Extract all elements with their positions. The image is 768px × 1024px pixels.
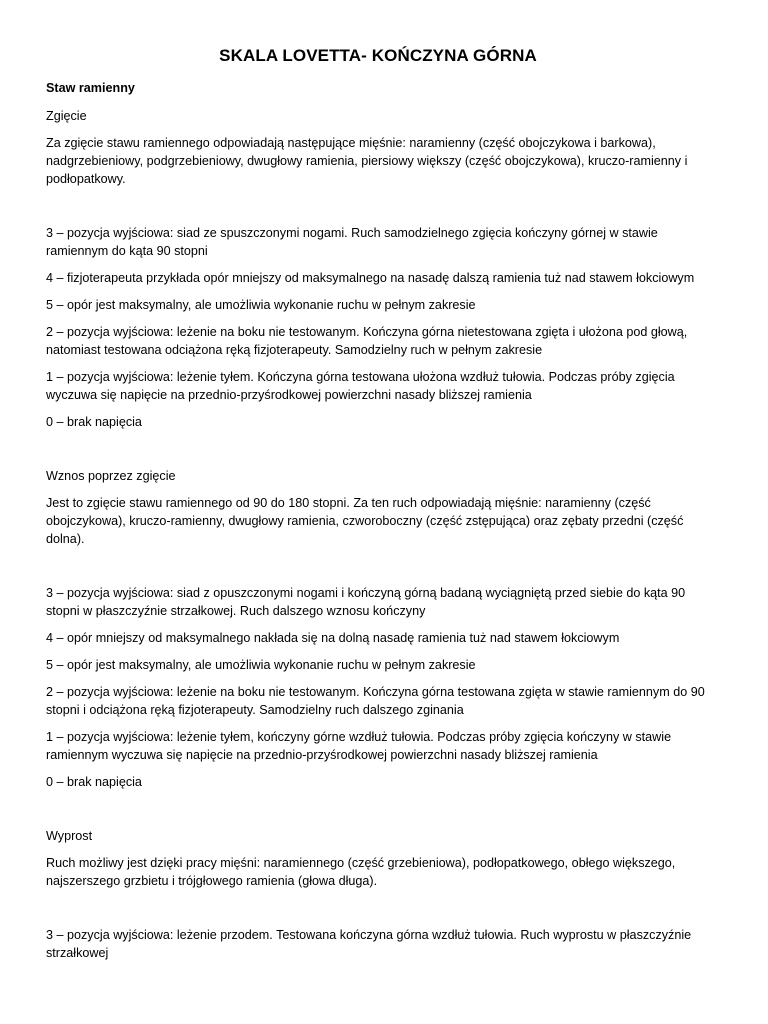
extension-label: Wyprost [46, 829, 93, 843]
flexion-grade-0: 0 – brak napięcia [46, 415, 142, 429]
elevation-label: Wznos poprzez zgięcie [46, 469, 176, 483]
flexion-grade-3: 3 – pozycja wyjściowa: siad ze spuszczonymi nogami. Ruch samodzielnego zgięcia kończyny górnej w stawie ramiennym do kąta 90 stopni [46, 226, 658, 258]
extension-grade-3: 3 – pozycja wyjściowa: leżenie przodem. Testowana kończyna górna wzdłuż tułowia. Ruch wyprostu w płaszczyźnie strzałkowej [46, 928, 692, 960]
extension-intro: Ruch możliwy jest dzięki pracy mięśni: naramiennego (część grzebieniowa), podłopatkowego, obłego większego, najszerszego grzbietu i trójgłowego ramienia (głowa długa). [46, 856, 676, 888]
flexion-grade-5: 5 – opór jest maksymalny, ale umożliwia wykonanie ruchu w pełnym zakresie [46, 298, 476, 312]
flexion-grade-2: 2 – pozycja wyjściowa: leżenie na boku nie testowanym. Kończyna górna nietestowana zgięta i ułożona pod głową, natomiast testowana odciążona ręką fizjoterapeuty. Samodzielny ruch w pełnym zakresie [46, 325, 688, 357]
elevation-intro: Jest to zgięcie stawu ramiennego od 90 do 180 stopni. Za ten ruch odpowiadają mięśnie: naramienny (część obojczykowa), kruczo-ramienny, dwugłowy ramienia, czworoboczny (część zstępująca) oraz zębaty przedni (część dolna). [46, 496, 684, 546]
flexion-grade-1: 1 – pozycja wyjściowa: leżenie tyłem. Kończyna górna testowana ułożona wzdłuż tułowia. Podczas próby zgięcia wyczuwa się napięcie na przednio-przyśrodkowej powierzchni nasady bliższej ramienia [46, 370, 675, 402]
flexion-intro: Za zgięcie stawu ramiennego odpowiadają następujące mięśnie: naramienny (część obojczykowa i barkowa), nadgrzebieniowy, podgrzebieniowy, dwugłowy ramienia, piersiowy większy (część obojczykowa), kruczo-ramienny i podłopatkowy. [46, 136, 688, 186]
elevation-grade-0: 0 – brak napięcia [46, 775, 142, 789]
flexion-grade-4: 4 – fizjoterapeuta przykłada opór mniejszy od maksymalnego na nasadę dalszą ramienia tuż nad stawem łokciowym [46, 271, 695, 285]
document-title: SKALA LOVETTA- KOŃCZYNA GÓRNA [219, 46, 537, 65]
flexion-label: Zgięcie [46, 109, 87, 123]
elevation-grade-3: 3 – pozycja wyjściowa: siad z opuszczonymi nogami i kończyną górną badaną wyciągniętą przed siebie do kąta 90 stopni w płaszczyźnie strzałkowej. Ruch dalszego wznosu kończyny [46, 586, 686, 618]
section-heading: Staw ramienny [46, 81, 135, 95]
elevation-grade-2: 2 – pozycja wyjściowa: leżenie na boku nie testowanym. Kończyna górna testowana zgięta w stawie ramiennym do 90 stopni i odciążona ręką fizjoterapeuty. Samodzielny ruch dalszego zginania [46, 685, 705, 717]
elevation-grade-1: 1 – pozycja wyjściowa: leżenie tyłem, kończyny górne wzdłuż tułowia. Podczas próby zgięcia kończyny w stawie ramiennym wyczuwa się napięcie na przednio-przyśrodkowej powierzchni nasady bliższej ramienia [46, 730, 672, 762]
elevation-grade-4: 4 – opór mniejszy od maksymalnego nakłada się na dolną nasadę ramienia tuż nad stawem łokciowym [46, 631, 620, 645]
elevation-grade-5: 5 – opór jest maksymalny, ale umożliwia wykonanie ruchu w pełnym zakresie [46, 658, 476, 672]
